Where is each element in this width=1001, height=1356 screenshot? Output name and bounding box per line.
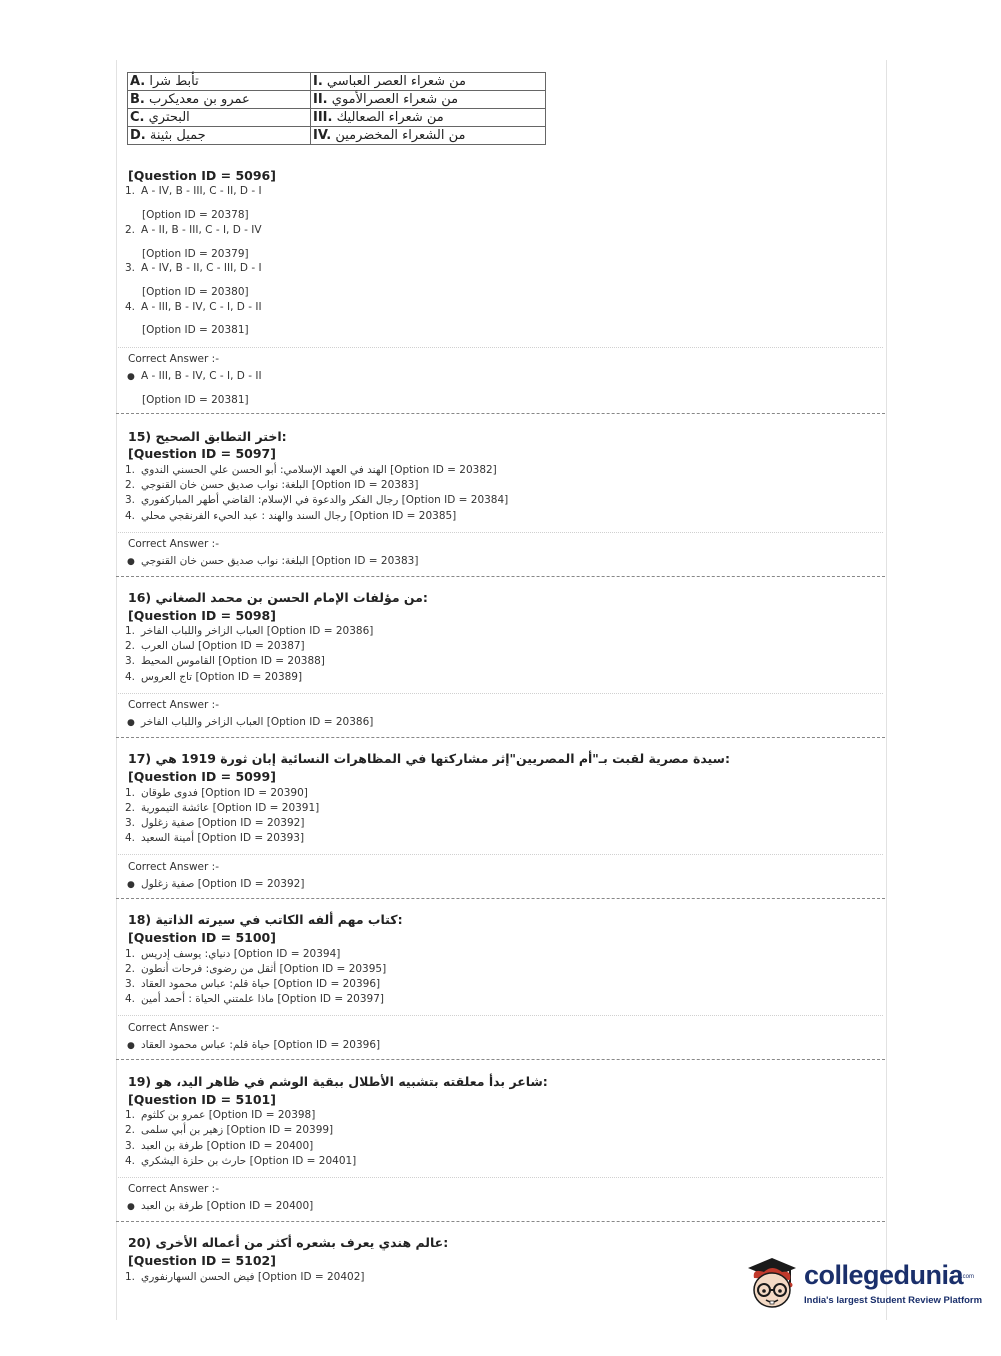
collegedunia-logo (742, 1250, 983, 1312)
question-text: 15) اختر التطابق الصحيح: (128, 429, 287, 444)
option-4: 4. تاج العروس [Option ID = 20389] (125, 671, 303, 683)
divider (118, 532, 883, 533)
question-text: 19) شاعر بدأ معلقته بتشبيه الأطلال ببقية الوشم في ظاهر اليد، هو: (128, 1074, 548, 1089)
bullet-icon: ● (127, 372, 135, 382)
table-row: C. البحتري III. من شعراء الصعاليك (128, 109, 546, 127)
option-3: 3. طرفة بن العبد [Option ID = 20400] (125, 1140, 314, 1152)
table-row: D. جميل بثينة IV. من الشعراء المخضرمين (128, 127, 546, 145)
question-text: 16) من مؤلفات الإمام الحسن بن محمد الصغاني: (128, 590, 428, 605)
question-id: [Question ID = 5099] (128, 769, 276, 784)
logo-tagline: India's largest Student Review Platform (804, 1295, 983, 1306)
option-id: [Option ID = 20380] (142, 286, 249, 298)
question-separator (116, 413, 885, 414)
question-id: [Question ID = 5100] (128, 930, 276, 945)
logo-domain: .com (961, 1274, 975, 1280)
question-text: 18) كتاب مهم ألفه الكاتب في سيرته الذاتية: (128, 912, 403, 927)
match-table (127, 72, 546, 145)
question-separator (116, 1221, 885, 1222)
option-4: 4. A - III, B - IV, C - I, D - II (125, 301, 262, 313)
question-text: 20) عالم هندي يعرف بشعره أكثر من أعماله الأخرى: (128, 1235, 449, 1250)
option-2: 2. أثقل من رضوى: فرحات أنطون [Option ID = 20395] (125, 963, 387, 975)
option-3: 3. رجال الفكر والدعوة في الإسلام: القاضي أطهر المباركفوري [Option ID = 20384] (125, 494, 509, 506)
question-separator (116, 576, 885, 577)
question-separator (116, 898, 885, 899)
option-id: [Option ID = 20381] (142, 394, 249, 406)
logo-wordmark: collegedunia (804, 1260, 964, 1290)
mascot-icon (742, 1250, 802, 1312)
question-separator (116, 737, 885, 738)
correct-answer: ● العباب الزاخر واللباب الفاخر [Option ID = 20386] (127, 716, 374, 728)
option-3: 3. صفية زغلول [Option ID = 20392] (125, 817, 305, 829)
question-separator (116, 1059, 885, 1060)
question-id: [Question ID = 5096] (128, 168, 276, 183)
question-id: [Question ID = 5098] (128, 608, 276, 623)
option-1: 1. فيض الحسن السهارنفوري [Option ID = 20402] (125, 1271, 365, 1283)
correct-answer-label: Correct Answer :- (128, 699, 219, 711)
option-4: 4. حارث بن حلزة اليشكري [Option ID = 20401] (125, 1155, 357, 1167)
divider (118, 693, 883, 694)
question-text: 17) سيدة مصرية لقبت بـ"أم المصريين"إثر مشاركتها في المظاهرات النسائية إبان ثورة 1919 هي: (128, 751, 730, 766)
divider (118, 1015, 883, 1016)
question-id: [Question ID = 5102] (128, 1253, 276, 1268)
bullet-icon: ● (127, 557, 135, 567)
table-row: A. تأبط شرا I. من شعراء العصر العباسي (128, 73, 546, 91)
correct-answer: ● البلغة: نواب صديق حسن خان القنوجي [Option ID = 20383] (127, 555, 419, 567)
option-1: 1. دنياي: يوسف إدريس [Option ID = 20394] (125, 948, 341, 960)
option-1: 1. الهند في العهد الإسلامي: أبو الحسن علي الحسني الندوي [Option ID = 20382] (125, 464, 497, 476)
option-1: 1. A - IV, B - III, C - II, D - I (125, 185, 262, 197)
bullet-icon: ● (127, 718, 135, 728)
correct-answer-label: Correct Answer :- (128, 1022, 219, 1034)
correct-answer: ● حياة قلم: عباس محمود العقاد [Option ID = 20396] (127, 1039, 381, 1051)
option-4: 4. رجال السند والهند : عبد الحيء الفرنقجي محلي [Option ID = 20385] (125, 510, 457, 522)
option-id: [Option ID = 20381] (142, 324, 249, 336)
option-4: 4. أمينة السعيد [Option ID = 20393] (125, 832, 305, 844)
option-1: 1. فدوى طوقان [Option ID = 20390] (125, 787, 308, 799)
option-3: 3. القاموس المحيط [Option ID = 20388] (125, 655, 325, 667)
correct-answer-label: Correct Answer :- (128, 353, 219, 365)
correct-answer: ● صفية زغلول [Option ID = 20392] (127, 878, 305, 890)
option-2: 2. البلغة: نواب صديق حسن خان القنوجي [Option ID = 20383] (125, 479, 419, 491)
divider (118, 854, 883, 855)
option-3: 3. A - IV, B - II, C - III, D - I (125, 262, 262, 274)
bullet-icon: ● (127, 1202, 135, 1212)
option-2: 2. عائشة التيمورية [Option ID = 20391] (125, 802, 320, 814)
option-2: 2. A - II, B - III, C - I, D - IV (125, 224, 262, 236)
bullet-icon: ● (127, 1041, 135, 1051)
correct-answer: ● A - III, B - IV, C - I, D - II (127, 370, 262, 382)
bullet-icon: ● (127, 880, 135, 890)
correct-answer-label: Correct Answer :- (128, 538, 219, 550)
option-id: [Option ID = 20378] (142, 209, 249, 221)
correct-answer: ● طرفة بن العبد [Option ID = 20400] (127, 1200, 314, 1212)
option-id: [Option ID = 20379] (142, 248, 249, 260)
divider (118, 1177, 883, 1178)
option-2: 2. لسان العرب [Option ID = 20387] (125, 640, 305, 652)
option-1: 1. عمرو بن كلثوم [Option ID = 20398] (125, 1109, 316, 1121)
option-2: 2. زهير بن أبي سلمى [Option ID = 20399] (125, 1124, 334, 1136)
question-id: [Question ID = 5097] (128, 446, 276, 461)
correct-answer-label: Correct Answer :- (128, 861, 219, 873)
option-3: 3. حياة قلم: عباس محمود العقاد [Option ID = 20396] (125, 978, 381, 990)
question-id: [Question ID = 5101] (128, 1092, 276, 1107)
option-4: 4. ماذا علمتني الحياة : أحمد أمين [Option ID = 20397] (125, 993, 384, 1005)
divider (118, 347, 883, 348)
correct-answer-label: Correct Answer :- (128, 1183, 219, 1195)
table-row: B. عمرو بن معديكرب II. من شعراء العصرالأموي (128, 91, 546, 109)
option-1: 1. العباب الزاخر واللباب الفاخر [Option ID = 20386] (125, 625, 374, 637)
